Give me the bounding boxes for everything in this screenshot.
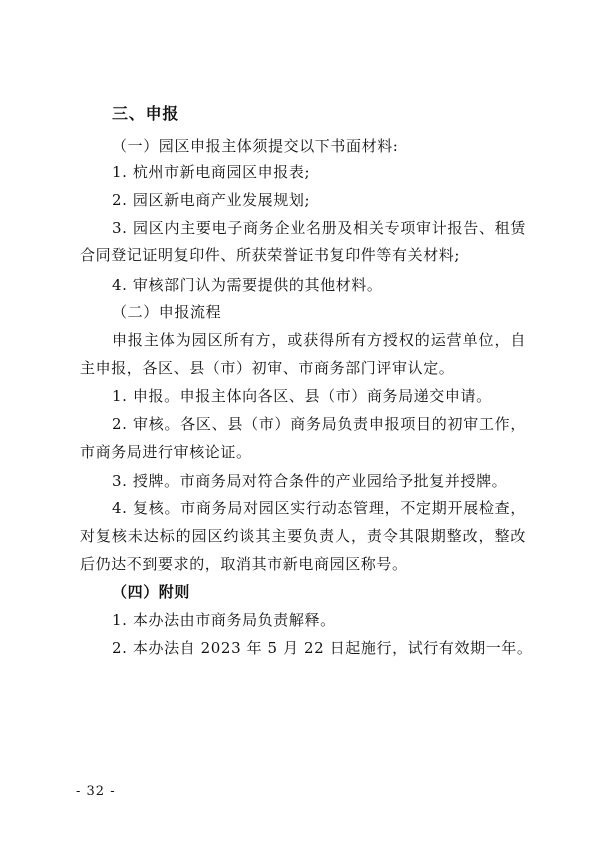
part2-intro-2: 主申报，各区、县（市）初审、市商务部门评审认定。 — [80, 359, 455, 377]
part2-step-4: 4. 复核。市商务局对园区实行动态管理，不定期开展检查， — [112, 499, 526, 517]
part1-item-3: 3. 园区内主要电子商务企业名册及相关专项审计报告、租赁 — [112, 219, 526, 237]
part1-item-4: 4. 审核部门认为需要提供的其他材料。 — [112, 276, 383, 294]
part2-step-2: 2. 审核。各区、县（市）商务局负责申报项目的初审工作， — [112, 415, 526, 433]
part1-title: （一）园区申报主体须提交以下书面材料: — [112, 137, 399, 155]
section-heading: 三、申报 — [112, 104, 180, 123]
part2-step-2-cont: 市商务局进行审核论证。 — [80, 443, 252, 461]
page-number: - 32 - — [76, 784, 116, 799]
part1-item-2: 2. 园区新电商产业发展规划; — [112, 191, 311, 209]
part2-step-4-cont: 对复核未达标的园区约谈其主要负责人，责令其限期整改，整改 — [80, 527, 526, 545]
part2-step-3: 3. 授牌。市商务局对符合条件的产业园给予批复并授牌。 — [112, 472, 508, 490]
part4-item-1: 1. 本办法由市商务局负责解释。 — [112, 611, 336, 629]
part4-item-2: 2. 本办法自 2023 年 5 月 22 日起施行，试行有效期一年。 — [112, 639, 533, 657]
part1-item-3-cont: 合同登记证明复印件、所获荣誉证书复印件等有关材料; — [80, 246, 461, 264]
part4-title: （四）附则 — [112, 583, 191, 601]
part2-step-1: 1. 申报。申报主体向各区、县（市）商务局递交申请。 — [112, 387, 492, 405]
part2-step-4-cont-2: 后仍达不到要求的，取消其市新电商园区称号。 — [80, 555, 408, 573]
part2-intro-1: 申报主体为园区所有方，或获得所有方授权的运营单位，自 — [112, 331, 526, 349]
part1-item-1: 1. 杭州市新电商园区申报表; — [112, 163, 311, 181]
part2-title: （二）申报流程 — [112, 303, 222, 321]
